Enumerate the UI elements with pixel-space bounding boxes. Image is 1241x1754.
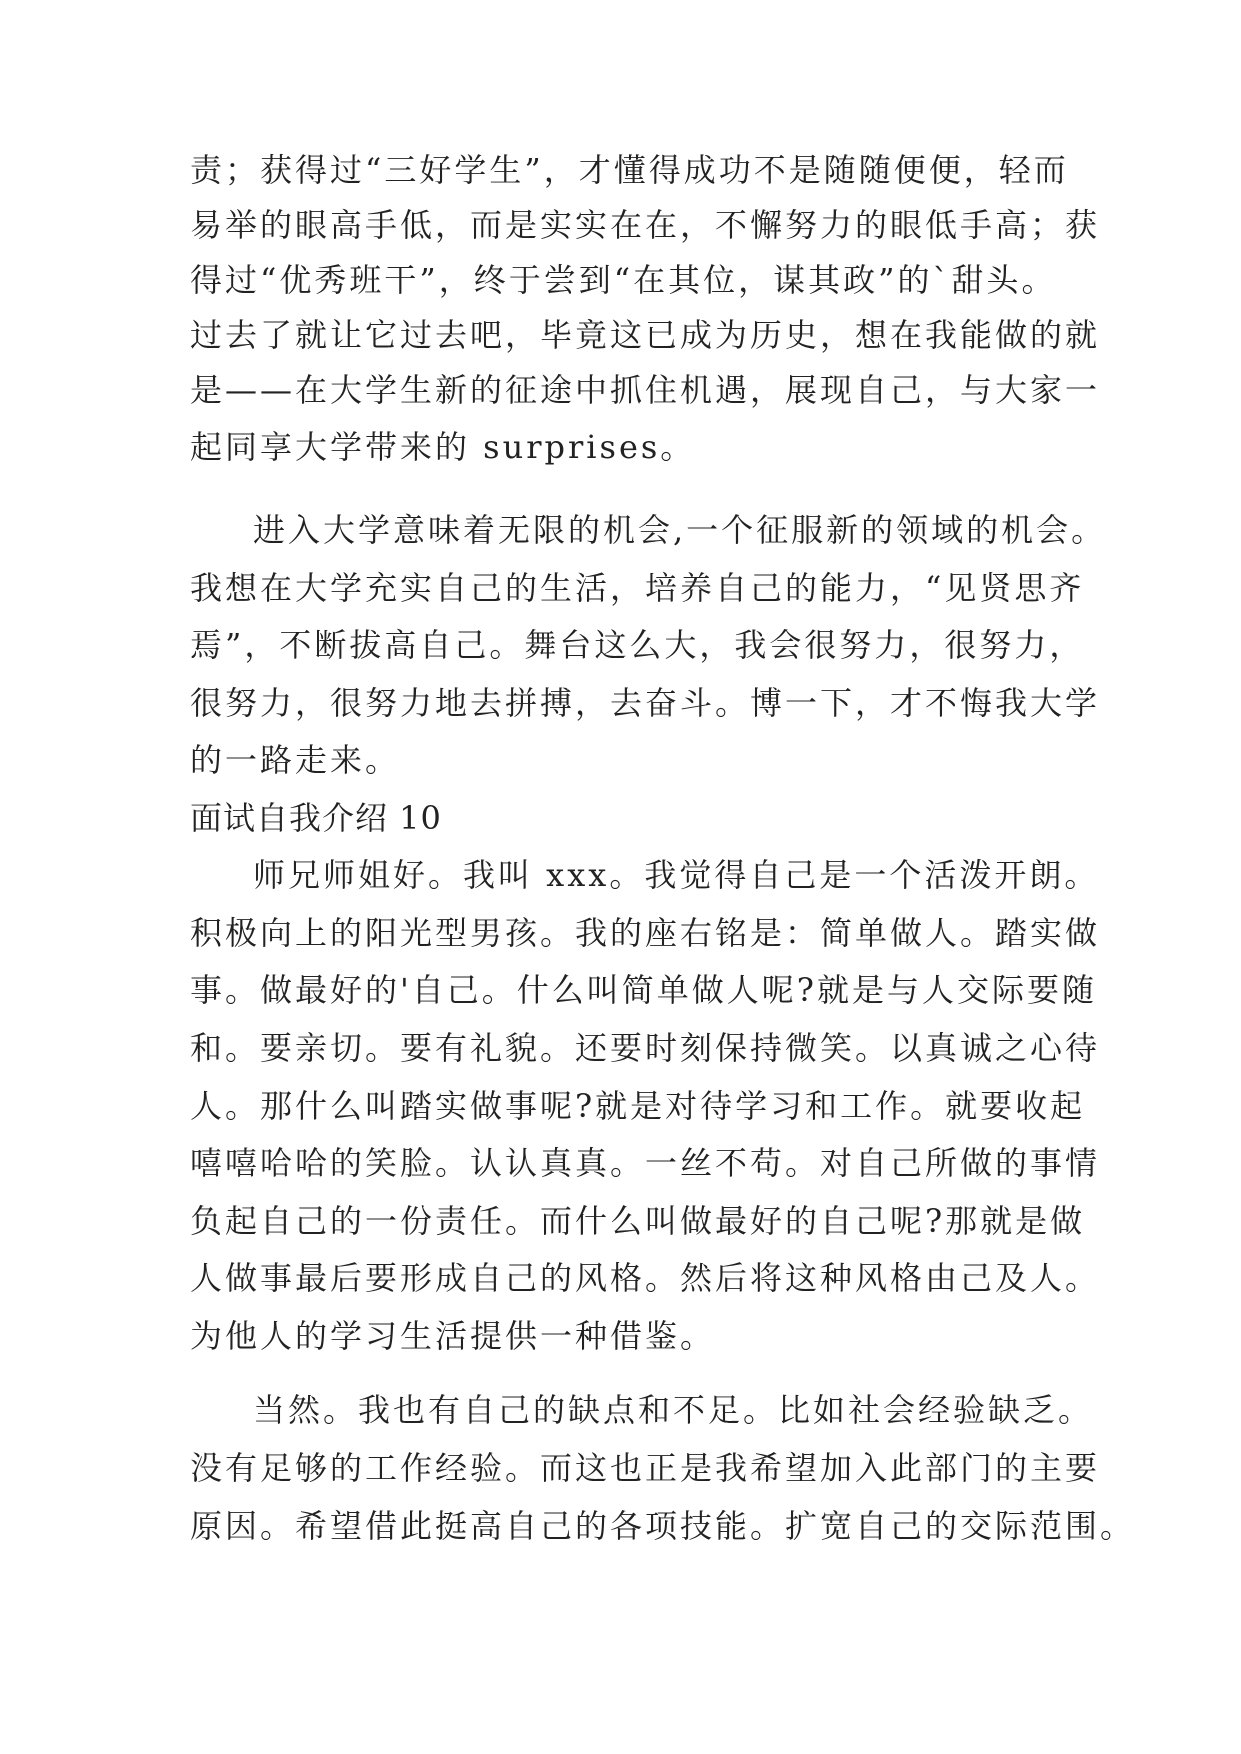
text-line: 为他人的学习生活提供一种借鉴。 <box>190 1317 716 1355</box>
text-line: 没有足够的工作经验。而这也正是我希望加入此部门的主要 <box>190 1449 1101 1487</box>
text-line: 师兄师姐好。我叫 xxx。我觉得自己是一个活泼开朗。 <box>253 856 1100 894</box>
text-line: 是——在大学生新的征途中抓住机遇，展现自己，与大家一 <box>190 371 1101 409</box>
text-line: 当然。我也有自己的缺点和不足。比如社会经验缺乏。 <box>253 1391 1094 1429</box>
section-heading: 面试自我介绍 10 <box>190 799 442 837</box>
text-line: 焉”，不断拔高自己。舞台这么大，我会很努力，很努力， <box>190 626 1085 664</box>
text-line: 过去了就让它过去吧，毕竟这已成为历史，想在我能做的就 <box>190 316 1101 354</box>
text-line: 我想在大学充实自己的生活，培养自己的能力，“见贤思齐 <box>190 569 1085 607</box>
text-line: 起同享大学带来的 surprises。 <box>190 428 696 466</box>
text-line: 易举的眼高手低，而是实实在在，不懈努力的眼低手高；获 <box>190 206 1101 244</box>
text-line: 人。那什么叫踏实做事呢?就是对待学习和工作。就要收起 <box>190 1087 1086 1125</box>
text-line: 和。要亲切。要有礼貌。还要时刻保持微笑。以真诚之心待 <box>190 1029 1101 1067</box>
text-line: 进入大学意味着无限的机会,一个征服新的领域的机会。 <box>253 511 1107 549</box>
text-line: 嘻嘻哈哈的笑脸。认认真真。一丝不苟。对自己所做的事情 <box>190 1144 1101 1182</box>
text-line: 的一路走来。 <box>190 741 401 779</box>
text-line: 积极向上的阳光型男孩。我的座右铭是：简单做人。踏实做 <box>190 914 1101 952</box>
text-line: 人做事最后要形成自己的风格。然后将这种风格由己及人。 <box>190 1259 1101 1297</box>
text-line: 事。做最好的'自己。什么叫简单做人呢?就是与人交际要随 <box>190 971 1097 1009</box>
text-line: 得过“优秀班干”，终于尝到“在其位，谋其政”的`甜头。 <box>190 261 1057 299</box>
text-line: 很努力，很努力地去拼搏，去奋斗。博一下，才不悔我大学 <box>190 684 1101 722</box>
text-line: 责；获得过“三好学生”，才懂得成功不是随随便便，轻而 <box>190 151 1069 189</box>
text-line: 原因。希望借此挺高自己的各项技能。扩宽自己的交际范围。 <box>190 1507 1136 1545</box>
text-line: 负起自己的一份责任。而什么叫做最好的自己呢?那就是做 <box>190 1202 1086 1240</box>
